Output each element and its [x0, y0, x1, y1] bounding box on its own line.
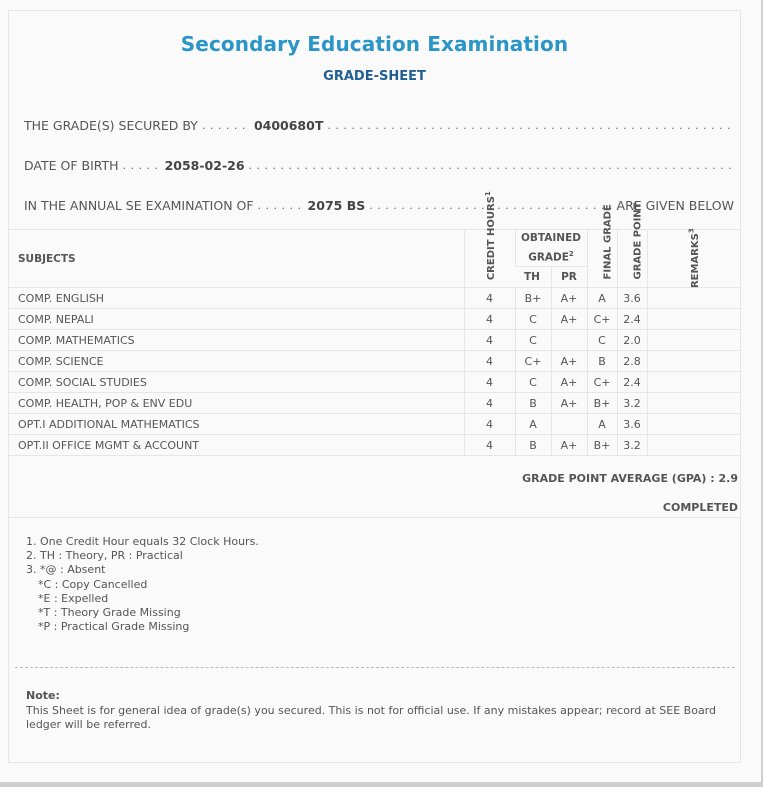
cell-pr: A+: [551, 372, 587, 393]
divider: [9, 517, 740, 518]
exam-row: [24, 193, 734, 213]
cell-gp: 2.8: [617, 351, 647, 372]
table-row: [9, 393, 740, 414]
pr-header: PR: [551, 267, 587, 288]
dashed-divider: [15, 667, 735, 668]
cell-remarks: [647, 330, 740, 351]
cell-credit: 4: [464, 351, 515, 372]
cell-final: C+: [587, 309, 617, 330]
remarks-header: REMARKS$^3$: [647, 230, 740, 288]
table-row: [9, 435, 740, 456]
cell-final: B+: [587, 435, 617, 456]
cell-subject: OPT.I ADDITIONAL MATHEMATICS: [9, 414, 464, 435]
cell-subject: COMP. MATHEMATICS: [9, 330, 464, 351]
dob-row: [24, 153, 734, 173]
cell-pr: A+: [551, 351, 587, 372]
legend-item: 1. One Credit Hour equals 32 Clock Hours.: [26, 535, 259, 548]
credit-hours-header: CREDIT HOURS$^1$: [464, 230, 515, 288]
grade-point-header: GRADE POINT: [617, 230, 647, 288]
cell-th: A: [515, 414, 551, 435]
final-grade-header: FINAL GRADE: [587, 230, 617, 288]
cell-credit: 4: [464, 309, 515, 330]
dob-label: DATE OF BIRTH: [24, 158, 119, 173]
cell-final: B: [587, 351, 617, 372]
legend-item: *P : Practical Grade Missing: [38, 620, 190, 634]
cell-subject: COMP. SCIENCE: [9, 351, 464, 372]
cell-pr: A+: [551, 309, 587, 330]
cell-pr: A+: [551, 435, 587, 456]
cell-gp: 3.2: [617, 393, 647, 414]
table-row: [9, 414, 740, 435]
table-row: [9, 372, 740, 393]
table-row: [9, 288, 740, 309]
cell-credit: 4: [464, 435, 515, 456]
dot-leader: [202, 119, 250, 133]
note: [26, 689, 716, 733]
cell-final: A: [587, 414, 617, 435]
cell-final: C+: [587, 372, 617, 393]
grade-rows: [9, 288, 740, 456]
cell-gp: 2.4: [617, 372, 647, 393]
legend-item: 3. *@ : Absent: [26, 563, 106, 577]
result-status: COMPLETED: [662, 501, 738, 514]
obtained-grade-header: OBTAINED GRADE$^2$: [515, 230, 587, 267]
table-row: [9, 309, 740, 330]
cell-remarks: [647, 393, 740, 414]
cell-final: B+: [587, 393, 617, 414]
cell-th: C: [515, 309, 551, 330]
secured-by-row: [24, 113, 734, 133]
cell-th: B: [515, 393, 551, 414]
cell-credit: 4: [464, 330, 515, 351]
dot-leader: [327, 119, 734, 133]
cell-th: C+: [515, 351, 551, 372]
cell-credit: 4: [464, 414, 515, 435]
cell-gp: 2.0: [617, 330, 647, 351]
legend: [26, 535, 259, 634]
cell-gp: 2.4: [617, 309, 647, 330]
cell-th: B+: [515, 288, 551, 309]
cell-subject: COMP. NEPALI: [9, 309, 464, 330]
note-title: Note:: [26, 689, 60, 702]
dob-value: 2058-02-26: [164, 158, 245, 173]
symbol-number: 0400680T: [253, 118, 324, 133]
secured-by-label: THE GRADE(S) SECURED BY: [24, 118, 198, 133]
cell-th: C: [515, 372, 551, 393]
cell-subject: OPT.II OFFICE MGMT & ACCOUNT: [9, 435, 464, 456]
legend-item: *C : Copy Cancelled: [38, 577, 148, 591]
table-row: [9, 330, 740, 351]
subjects-header: SUBJECTS: [9, 230, 464, 288]
gpa: GRADE POINT AVERAGE (GPA) : 2.9: [522, 472, 738, 485]
page-edge: [0, 782, 763, 787]
legend-item: *T : Theory Grade Missing: [38, 606, 181, 620]
exam-tail: ARE GIVEN BELOW: [616, 198, 734, 213]
cell-remarks: [647, 351, 740, 372]
cell-pr: [551, 330, 587, 351]
exam-year: 2075 BS: [307, 198, 366, 213]
cell-final: A: [587, 288, 617, 309]
cell-remarks: [647, 372, 740, 393]
dot-leader: [249, 159, 734, 173]
dot-leader: [258, 199, 304, 213]
legend-item: *E : Expelled: [38, 591, 109, 605]
exam-label: IN THE ANNUAL SE EXAMINATION OF: [24, 198, 254, 213]
table-row: [9, 351, 740, 372]
cell-subject: COMP. HEALTH, POP & ENV EDU: [9, 393, 464, 414]
cell-pr: A+: [551, 393, 587, 414]
legend-item: 2. TH : Theory, PR : Practical: [26, 549, 183, 563]
cell-pr: [551, 414, 587, 435]
cell-remarks: [647, 309, 740, 330]
cell-final: C: [587, 330, 617, 351]
cell-credit: 4: [464, 393, 515, 414]
note-text: This Sheet is for general idea of grade(s) you secured. This is not for official use. If any mistakes appear; record at SEE Board ledger will be referred.: [26, 703, 716, 731]
cell-gp: 3.6: [617, 414, 647, 435]
cell-remarks: [647, 288, 740, 309]
th-header: TH: [515, 267, 551, 288]
cell-subject: COMP. ENGLISH: [9, 288, 464, 309]
cell-pr: A+: [551, 288, 587, 309]
page-subtitle: GRADE-SHEET: [323, 69, 426, 84]
cell-remarks: [647, 435, 740, 456]
cell-remarks: [647, 414, 740, 435]
cell-gp: 3.2: [617, 435, 647, 456]
cell-credit: 4: [464, 372, 515, 393]
grade-sheet: [8, 10, 741, 763]
cell-subject: COMP. SOCIAL STUDIES: [9, 372, 464, 393]
cell-gp: 3.6: [617, 288, 647, 309]
cell-credit: 4: [464, 288, 515, 309]
page-title: Secondary Education Examination: [180, 32, 569, 56]
dot-leader: [123, 159, 161, 173]
cell-th: C: [515, 330, 551, 351]
cell-th: B: [515, 435, 551, 456]
